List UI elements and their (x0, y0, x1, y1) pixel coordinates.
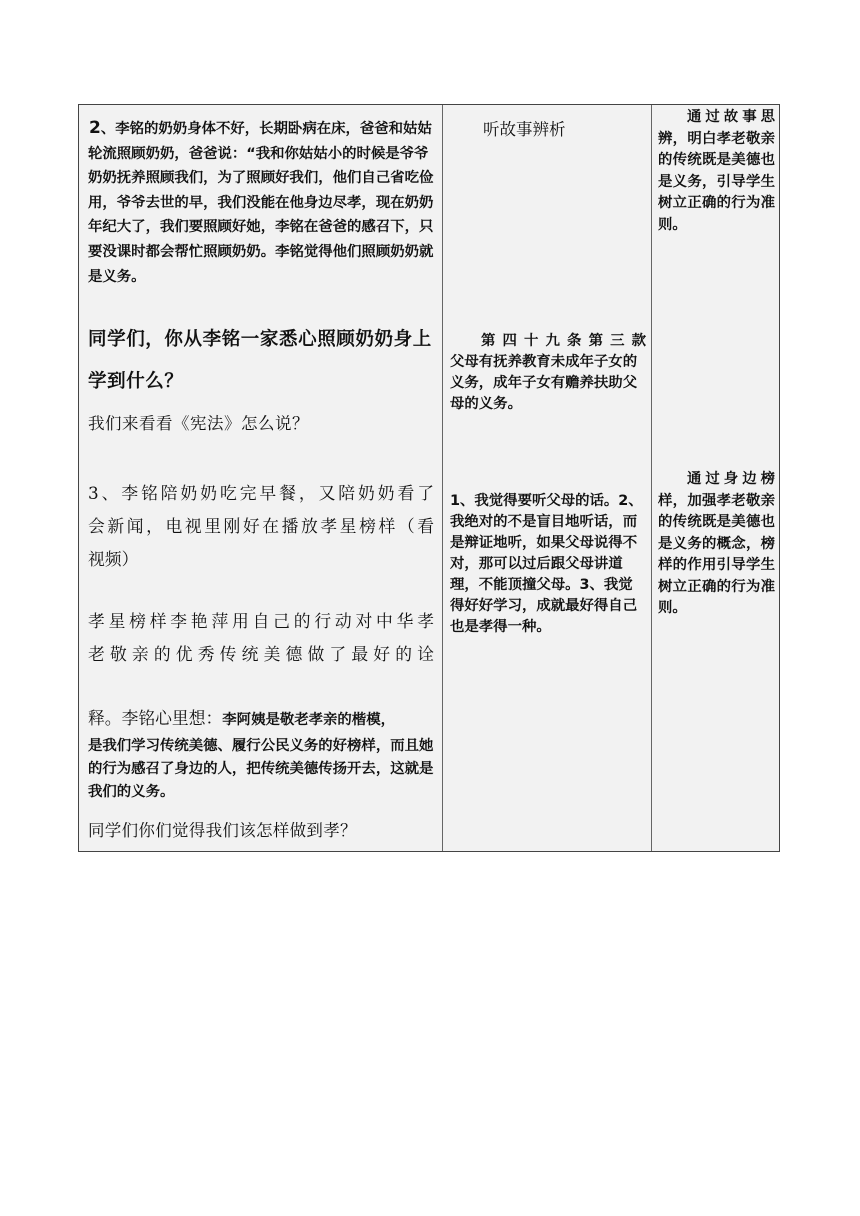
intent-column (651, 105, 780, 851)
model-last: 释。 (88, 708, 122, 728)
intent-2: 通过身边榜样，加强孝老敬亲的传统既是美德也是义务的概念，榜样的作用引导学生树立正确的行为准则。 (658, 471, 775, 616)
thought-first: 李阿姨是敬老孝亲的楷模， (222, 712, 395, 728)
model-line: 孝星榜样李艳萍用自己的行动对中华孝 (88, 611, 434, 631)
student-answers: 1、我觉得要听父母的话。2、我绝对的不是盲目地听话，而是辩证地听，如果父母说得不对，那可以过后跟父母讲道理，不能顶撞父母。3、我觉得好好学习，成就最好得自己也是孝得一种。 (450, 493, 643, 635)
content-column (79, 105, 442, 851)
question-heading: 同学们，你从李铭一家悉心照顾奶奶身上学到什么？ (88, 329, 432, 392)
law-text: 父母有抚养教育未成年子女的义务，成年子女有赡养扶助父母的义务。 (450, 354, 638, 412)
closing-question: 同学们你们觉得我们该怎样做到孝？ (88, 821, 357, 840)
model-paragraph (79, 605, 442, 671)
story-text: 、李铭的奶奶身体不好，长期卧病在床，爸爸和姑姑轮流照顾奶奶，爸爸说：“我和你姑姑小的时候是爷爷奶奶抚养照顾我们，为了照顾好我们，他们自己省吃俭用，爷爷去世的早，我们没能在他身边尽孝，现在奶奶年纪大了，我们要照顾好她，李铭在爸爸的感召下，只要没课时都会帮忙照顾奶奶。李铭觉得他们照顾奶奶就是义务。 (88, 121, 434, 285)
constitution-prompt: 我们来看看《宪法》怎么说？ (88, 414, 309, 433)
thought-paragraph (79, 703, 442, 804)
story-3-line: 3、李铭陪奶奶吃完早餐，又陪奶奶看了 (88, 483, 434, 503)
story-3-line: 视频） (88, 549, 139, 569)
thought-rest: 是我们学习传统美德、履行公民义务的好榜样，而且她的行为感召了身边的人，把传统美德传扬开去，这就是我们的义务。 (88, 738, 434, 800)
activity-column (442, 105, 652, 851)
law-title: 第四十九条第三款 (481, 333, 646, 349)
lesson-plan-table (78, 104, 780, 852)
story-paragraph-3 (79, 477, 442, 576)
activity-label: 听故事辨析 (483, 120, 566, 139)
intent-1: 通过故事思辨，明白孝老敬亲的传统既是美德也是义务，引导学生树立正确的行为准则。 (658, 109, 775, 233)
story-paragraph-2 (79, 116, 442, 289)
story-3-line: 会新闻，电视里刚好在播放孝星榜样（看 (88, 516, 434, 536)
story-number: 2 (89, 118, 101, 138)
model-line: 老敬亲的优秀传统美德做了最好的诠 (88, 644, 434, 664)
thought-lead: 李铭心里想： (121, 708, 223, 728)
